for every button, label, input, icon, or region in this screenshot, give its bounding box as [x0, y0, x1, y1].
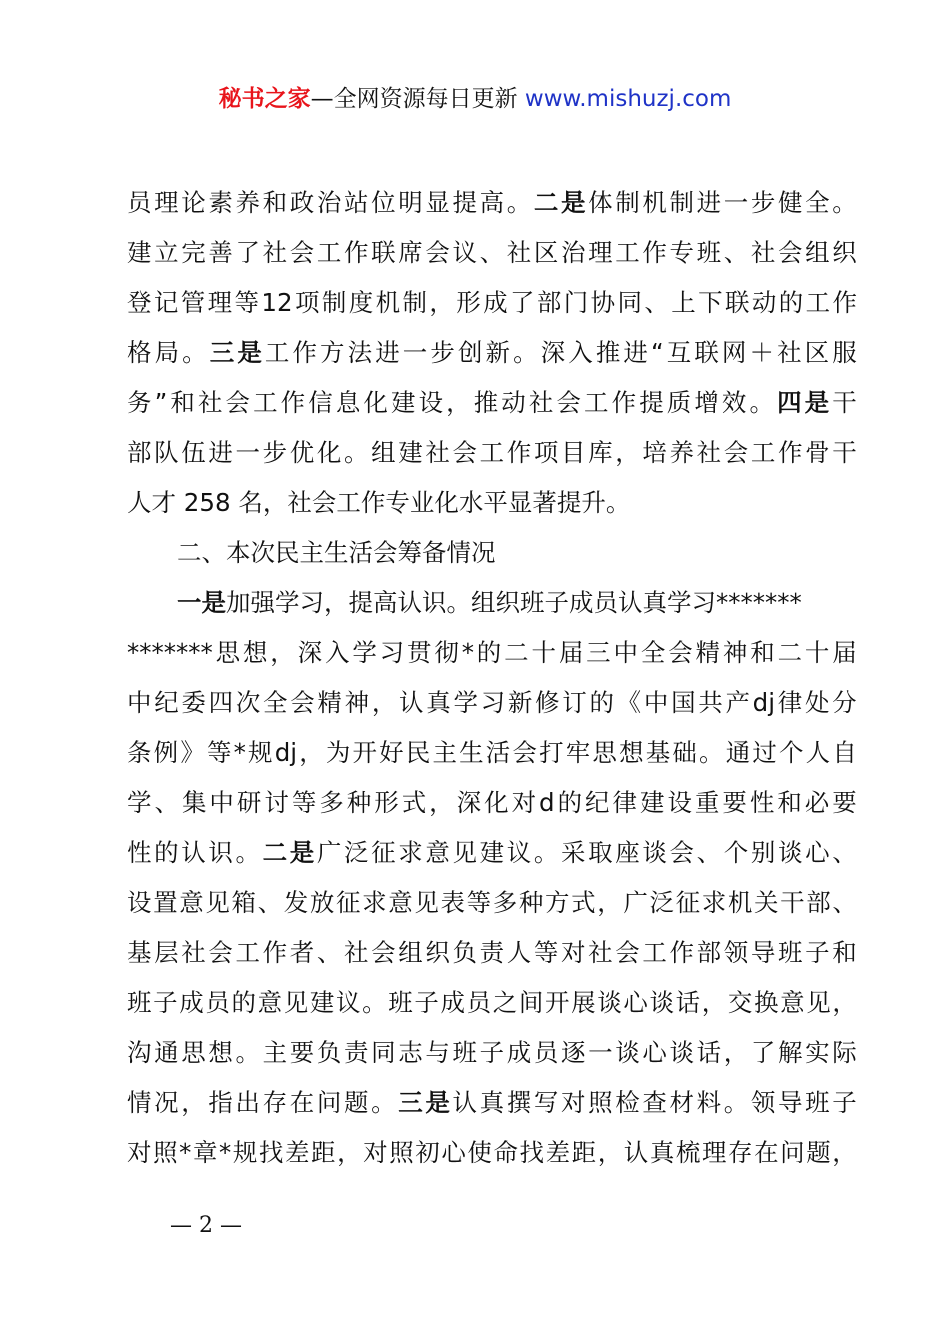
text-line-19: 情 况 ， 指 出 存 在 问 题 。 三 是 认 真 撰 写 对 照 检 查 材 料 。 领 导 班 子: [127, 1088, 857, 1117]
text-line-11: 中 纪 委 四 次 全 会 精 神 ， 认 真 学 习 新 修 订 的 《 中 国 共 产 dj 律 处 分: [127, 688, 857, 717]
text-line-15: 设 置 意 见 箱 、 发 放 征 求 意 见 表 等 多 种 方 式 ， 广 泛 征 求 机 关 干 部 、: [127, 888, 857, 917]
text-line-4: 格 局 。 三 是 工 作 方 法 进 一 步 创 新 。 深 入 推 进 “ 互 联 网 ＋ 社 区 服: [127, 338, 857, 367]
text-line-9: 一是加强学习，提高认识。组织班子成员认真学习*******: [177, 588, 802, 617]
text-line-13: 学 、 集 中 研 讨 等 多 种 形 式 ， 深 化 对 d 的 纪 律 建 设 重 要 性 和 必 要: [127, 788, 857, 817]
text-line-10: ******* 思 想 ， 深 入 学 习 贯 彻 * 的 二 十 届 三 中 全 会 精 神 和 二 十 届: [127, 638, 857, 667]
text-line-16: 基 层 社 会 工 作 者 、 社 会 组 织 负 责 人 等 对 社 会 工 作 部 领 导 班 子 和: [127, 938, 857, 967]
document-body: [127, 178, 857, 1178]
text-line-3: 登 记 管 理 等 12 项 制 度 机 制 ， 形 成 了 部 门 协 同 、 上 下 联 动 的 工 作: [127, 288, 857, 317]
header-slogan: —全网资源每日更新: [310, 86, 518, 112]
text-line-14: 性 的 认 识 。 二 是 广 泛 征 求 意 见 建 议 。 采 取 座 谈 会 、 个 别 谈 心 、: [127, 838, 857, 867]
text-line-12: 条 例 》 等 * 规 dj ， 为 开 好 民 主 生 活 会 打 牢 思 想 基 础 。 通 过 个 人 自: [127, 738, 857, 767]
text-line-18: 沟 通 思 想 。 主 要 负 责 同 志 与 班 子 成 员 逐 一 谈 心 谈 话 ， 了 解 实 际: [127, 1038, 857, 1067]
text-line-2: 建 立 完 善 了 社 会 工 作 联 席 会 议 、 社 区 治 理 工 作 专 班 、 社 会 组 织: [127, 238, 857, 267]
text-line-6: 部 队 伍 进 一 步 优 化 。 组 建 社 会 工 作 项 目 库 ， 培 养 社 会 工 作 骨 干: [127, 438, 857, 467]
brand-name: 秘书之家: [218, 86, 311, 112]
text-line-1: 员 理 论 素 养 和 政 治 站 位 明 显 提 高 。 二 是 体 制 机 制 进 一 步 健 全 。: [127, 188, 857, 217]
text-line-17: 班 子 成 员 的 意 见 建 议 。 班 子 成 员 之 间 开 展 谈 心 谈 话 ， 交 换 意 见 ，: [127, 988, 857, 1017]
site-url[interactable]: www.mishuzj.com: [524, 86, 732, 112]
page-number: — 2 —: [170, 1213, 242, 1238]
text-line-5: 务 ” 和 社 会 工 作 信 息 化 建 设 ， 推 动 社 会 工 作 提 质 增 效 。 四 是 干: [127, 388, 857, 417]
text-line-20: 对 照 * 章 * 规 找 差 距 ， 对 照 初 心 使 命 找 差 距 ， 认 真 梳 理 存 在 问 题 ，: [127, 1138, 857, 1167]
site-header: [0, 80, 950, 113]
text-line-7: 人才 258 名，社会工作专业化水平显著提升。: [127, 488, 631, 517]
section-heading: 二、本次民主生活会筹备情况: [177, 538, 496, 567]
